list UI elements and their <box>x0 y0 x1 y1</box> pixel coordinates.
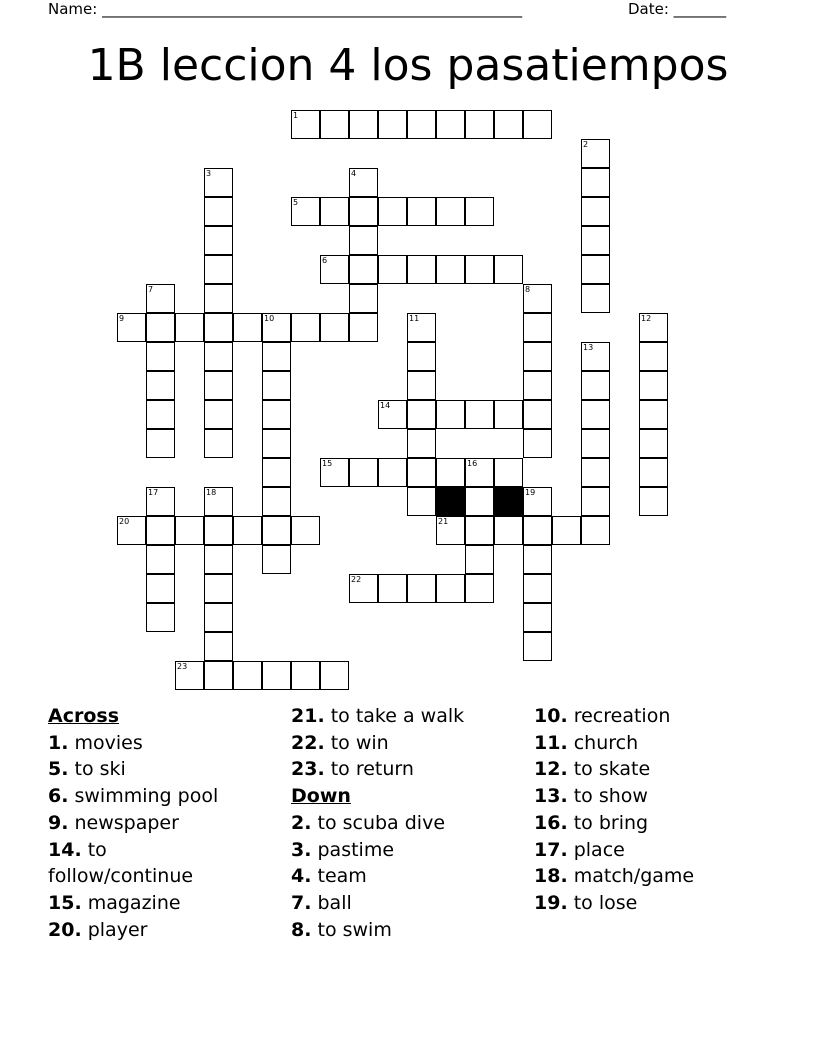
grid-cell[interactable] <box>407 110 436 139</box>
clue-number: 21. <box>291 705 325 727</box>
clue-text: swimming pool <box>68 785 219 808</box>
clue-text: church <box>567 731 639 754</box>
grid-cell[interactable] <box>523 371 552 400</box>
cell-number: 6 <box>322 256 328 265</box>
grid-cell[interactable] <box>262 313 291 342</box>
name-field[interactable]: Name: ________________________________________________________ <box>48 0 523 18</box>
clue-number: 4. <box>291 865 312 888</box>
grid-cell[interactable] <box>436 255 465 284</box>
grid-cell[interactable] <box>523 342 552 371</box>
clue-number: 23. <box>291 758 325 781</box>
grid-cell[interactable] <box>639 458 668 487</box>
cell-number: 2 <box>583 140 589 149</box>
grid-cell[interactable] <box>407 487 436 516</box>
grid-cell[interactable] <box>320 255 349 284</box>
clue-item <box>291 703 531 730</box>
clue-text: to return <box>324 758 414 781</box>
cell-number: 12 <box>641 314 652 323</box>
grid-cell[interactable] <box>204 603 233 632</box>
clue-item <box>534 730 764 757</box>
clue-text: to swim <box>311 918 392 941</box>
clue-number: 18. <box>534 865 568 888</box>
cell-number: 21 <box>438 517 449 526</box>
grid-cell[interactable] <box>523 603 552 632</box>
clue-number: 13. <box>534 785 568 808</box>
grid-cell[interactable] <box>146 284 175 313</box>
clue-item <box>534 890 764 917</box>
grid-cell[interactable] <box>465 574 494 603</box>
grid-cell[interactable] <box>465 110 494 139</box>
grid-cell[interactable] <box>436 574 465 603</box>
grid-cell[interactable] <box>204 487 233 516</box>
grid-cell[interactable] <box>407 574 436 603</box>
clue-item <box>48 837 248 890</box>
clue-number: 7. <box>291 891 312 914</box>
clues-column-2 <box>291 703 531 943</box>
clue-text: to ski <box>68 758 126 781</box>
grid-cell[interactable] <box>204 313 233 342</box>
clue-number: 10. <box>534 705 568 727</box>
grid-cell[interactable] <box>523 516 552 545</box>
clue-text: to follow/continue <box>48 838 194 888</box>
grid-cell[interactable] <box>291 197 320 226</box>
grid-cell[interactable] <box>407 458 436 487</box>
grid-cell[interactable] <box>262 458 291 487</box>
grid-cell[interactable] <box>407 255 436 284</box>
clue-number: 20. <box>48 918 82 941</box>
clue-number: 1. <box>48 731 69 754</box>
clue-item <box>291 917 531 944</box>
clue-item <box>48 730 248 757</box>
grid-cell[interactable] <box>494 400 523 429</box>
clues-column-1 <box>48 703 248 943</box>
clue-text: to skate <box>567 758 651 781</box>
clue-item <box>291 756 531 783</box>
cell-number: 17 <box>148 488 159 497</box>
grid-cell[interactable] <box>291 661 320 690</box>
grid-cell[interactable] <box>494 110 523 139</box>
clue-text: to show <box>567 785 648 808</box>
grid-cell[interactable] <box>523 313 552 342</box>
cell-number: 18 <box>206 488 217 497</box>
grid-cell[interactable] <box>465 516 494 545</box>
grid-cell[interactable] <box>320 313 349 342</box>
cell-number: 16 <box>467 459 478 468</box>
grid-cell[interactable] <box>204 168 233 197</box>
clue-text: magazine <box>81 891 181 914</box>
black-cell <box>436 487 465 516</box>
clue-text: pastime <box>311 838 395 861</box>
grid-cell[interactable] <box>146 574 175 603</box>
grid-cell[interactable] <box>204 371 233 400</box>
cell-number: 22 <box>351 575 362 584</box>
down-clue-list-continued <box>534 703 764 917</box>
grid-cell[interactable] <box>175 313 204 342</box>
page-title: 1B leccion 4 los pasatiempos <box>87 40 729 91</box>
clue-item <box>48 810 248 837</box>
grid-cell[interactable] <box>581 458 610 487</box>
grid-cell[interactable] <box>204 516 233 545</box>
grid-cell[interactable] <box>639 429 668 458</box>
grid-cell[interactable] <box>204 574 233 603</box>
grid-cell[interactable] <box>349 168 378 197</box>
grid-cell[interactable] <box>407 197 436 226</box>
grid-cell[interactable] <box>175 516 204 545</box>
clue-item <box>291 837 531 864</box>
grid-cell[interactable] <box>465 400 494 429</box>
grid-cell[interactable] <box>639 313 668 342</box>
cell-number: 11 <box>409 314 420 323</box>
grid-cell[interactable] <box>349 458 378 487</box>
cell-number: 20 <box>119 517 130 526</box>
grid-cell[interactable] <box>581 342 610 371</box>
clue-text: ball <box>311 891 352 914</box>
grid-cell[interactable] <box>349 197 378 226</box>
grid-cell[interactable] <box>523 487 552 516</box>
grid-cell[interactable] <box>436 197 465 226</box>
grid-cell[interactable] <box>233 313 262 342</box>
grid-cell[interactable] <box>204 284 233 313</box>
grid-cell[interactable] <box>523 284 552 313</box>
grid-cell[interactable] <box>204 632 233 661</box>
clue-number: 11. <box>534 731 568 754</box>
cell-number: 4 <box>351 169 357 178</box>
clue-number: 19. <box>534 891 568 914</box>
grid-cell[interactable] <box>320 110 349 139</box>
grid-cell[interactable] <box>378 255 407 284</box>
grid-cell[interactable] <box>349 313 378 342</box>
clue-text: newspaper <box>68 811 179 834</box>
clue-text: movies <box>68 731 143 754</box>
grid-cell[interactable] <box>262 429 291 458</box>
clue-item <box>291 863 531 890</box>
black-cell <box>494 487 523 516</box>
grid-cell[interactable] <box>204 661 233 690</box>
grid-cell[interactable] <box>581 371 610 400</box>
grid-cell[interactable] <box>262 661 291 690</box>
grid-cell[interactable] <box>146 400 175 429</box>
clue-text: place <box>567 838 625 861</box>
grid-cell[interactable] <box>465 197 494 226</box>
grid-cell[interactable] <box>436 516 465 545</box>
grid-cell[interactable] <box>378 110 407 139</box>
grid-cell[interactable] <box>320 458 349 487</box>
down-heading: Down <box>291 785 351 808</box>
grid-cell[interactable] <box>262 545 291 574</box>
grid-cell[interactable] <box>117 516 146 545</box>
grid-cell[interactable] <box>204 255 233 284</box>
clue-text: to take a walk <box>324 705 465 727</box>
clue-text: team <box>311 865 367 888</box>
clue-number: 17. <box>534 838 568 861</box>
grid-cell[interactable] <box>233 516 262 545</box>
cell-number: 8 <box>525 285 531 294</box>
clue-text: to scuba dive <box>311 811 446 834</box>
grid-cell[interactable] <box>291 110 320 139</box>
clue-item <box>291 810 531 837</box>
grid-cell[interactable] <box>581 255 610 284</box>
grid-cell[interactable] <box>146 516 175 545</box>
grid-cell[interactable] <box>146 429 175 458</box>
clue-number: 22. <box>291 731 325 754</box>
clue-item <box>534 810 764 837</box>
cell-number: 14 <box>380 401 391 410</box>
grid-cell[interactable] <box>320 661 349 690</box>
cell-number: 15 <box>322 459 333 468</box>
cell-number: 1 <box>293 111 299 120</box>
grid-cell[interactable] <box>494 458 523 487</box>
grid-cell[interactable] <box>204 226 233 255</box>
grid-cell[interactable] <box>494 255 523 284</box>
clue-text: to lose <box>567 891 638 914</box>
clue-number: 2. <box>291 811 312 834</box>
cell-number: 23 <box>177 662 188 671</box>
grid-cell[interactable] <box>262 487 291 516</box>
clue-item <box>534 783 764 810</box>
clue-item <box>48 783 248 810</box>
clue-item <box>48 890 248 917</box>
clue-item <box>534 837 764 864</box>
grid-cell[interactable] <box>407 342 436 371</box>
grid-cell[interactable] <box>581 168 610 197</box>
cell-number: 19 <box>525 488 536 497</box>
grid-cell[interactable] <box>581 400 610 429</box>
grid-cell[interactable] <box>407 400 436 429</box>
date-field[interactable]: Date: _______ <box>628 0 727 18</box>
grid-cell[interactable] <box>291 516 320 545</box>
grid-cell[interactable] <box>552 516 581 545</box>
grid-cell[interactable] <box>436 458 465 487</box>
clue-text: recreation <box>567 705 671 727</box>
grid-cell[interactable] <box>581 516 610 545</box>
grid-cell[interactable] <box>407 429 436 458</box>
clue-text: to bring <box>567 811 649 834</box>
grid-cell[interactable] <box>523 545 552 574</box>
grid-cell[interactable] <box>378 458 407 487</box>
grid-cell[interactable] <box>378 400 407 429</box>
clue-item <box>48 917 248 944</box>
grid-cell[interactable] <box>117 313 146 342</box>
grid-cell[interactable] <box>349 226 378 255</box>
grid-cell[interactable] <box>204 429 233 458</box>
grid-cell[interactable] <box>233 661 262 690</box>
grid-cell[interactable] <box>349 110 378 139</box>
grid-cell[interactable] <box>146 313 175 342</box>
grid-cell[interactable] <box>465 487 494 516</box>
grid-cell[interactable] <box>523 400 552 429</box>
grid-cell[interactable] <box>146 371 175 400</box>
grid-cell[interactable] <box>523 110 552 139</box>
clue-text: match/game <box>567 865 695 888</box>
grid-cell[interactable] <box>262 516 291 545</box>
clue-number: 15. <box>48 891 82 914</box>
grid-cell[interactable] <box>465 545 494 574</box>
grid-cell[interactable] <box>291 313 320 342</box>
grid-cell[interactable] <box>581 197 610 226</box>
clue-number: 3. <box>291 838 312 861</box>
grid-cell[interactable] <box>146 545 175 574</box>
clue-item <box>534 703 764 730</box>
grid-cell[interactable] <box>320 197 349 226</box>
grid-cell[interactable] <box>639 400 668 429</box>
grid-cell[interactable] <box>407 371 436 400</box>
clue-number: 12. <box>534 758 568 781</box>
grid-cell[interactable] <box>523 429 552 458</box>
grid-cell[interactable] <box>378 197 407 226</box>
grid-cell[interactable] <box>581 487 610 516</box>
grid-cell[interactable] <box>523 632 552 661</box>
clue-number: 8. <box>291 918 312 941</box>
clue-number: 14. <box>48 838 82 861</box>
cell-number: 5 <box>293 198 299 207</box>
grid-cell[interactable] <box>494 516 523 545</box>
grid-cell[interactable] <box>262 400 291 429</box>
grid-cell[interactable] <box>378 574 407 603</box>
grid-cell[interactable] <box>262 371 291 400</box>
grid-cell[interactable] <box>146 342 175 371</box>
grid-cell[interactable] <box>639 342 668 371</box>
grid-cell[interactable] <box>204 545 233 574</box>
grid-cell[interactable] <box>436 110 465 139</box>
clue-number: 6. <box>48 785 69 808</box>
clue-number: 9. <box>48 811 69 834</box>
across-clue-list-continued <box>291 703 531 783</box>
grid-cell[interactable] <box>204 400 233 429</box>
across-heading: Across <box>48 705 120 727</box>
grid-cell[interactable] <box>146 487 175 516</box>
grid-cell[interactable] <box>581 429 610 458</box>
grid-cell[interactable] <box>581 226 610 255</box>
grid-cell[interactable] <box>175 661 204 690</box>
grid-cell[interactable] <box>523 574 552 603</box>
grid-cell[interactable] <box>639 371 668 400</box>
grid-cell[interactable] <box>436 400 465 429</box>
grid-cell[interactable] <box>581 139 610 168</box>
cell-number: 3 <box>206 169 212 178</box>
clue-item <box>48 756 248 783</box>
cell-number: 13 <box>583 343 594 352</box>
grid-cell[interactable] <box>465 458 494 487</box>
clue-text: to win <box>324 731 389 754</box>
down-clue-list <box>291 810 531 944</box>
clue-number: 5. <box>48 758 69 781</box>
grid-cell[interactable] <box>349 255 378 284</box>
clue-number: 16. <box>534 811 568 834</box>
cell-number: 7 <box>148 285 154 294</box>
grid-cell[interactable] <box>204 342 233 371</box>
grid-cell[interactable] <box>262 342 291 371</box>
clue-item <box>291 730 531 757</box>
cell-number: 10 <box>264 314 275 323</box>
clue-item <box>291 890 531 917</box>
grid-cell[interactable] <box>465 255 494 284</box>
grid-cell[interactable] <box>146 603 175 632</box>
cell-number: 9 <box>119 314 125 323</box>
clue-item <box>534 863 764 890</box>
grid-cell[interactable] <box>407 313 436 342</box>
clue-item <box>534 756 764 783</box>
clue-text: player <box>81 918 148 941</box>
grid-cell[interactable] <box>349 574 378 603</box>
clues-column-3 <box>534 703 764 917</box>
grid-cell[interactable] <box>204 197 233 226</box>
grid-cell[interactable] <box>349 284 378 313</box>
grid-cell[interactable] <box>581 284 610 313</box>
grid-cell[interactable] <box>639 487 668 516</box>
across-clue-list <box>48 730 248 944</box>
